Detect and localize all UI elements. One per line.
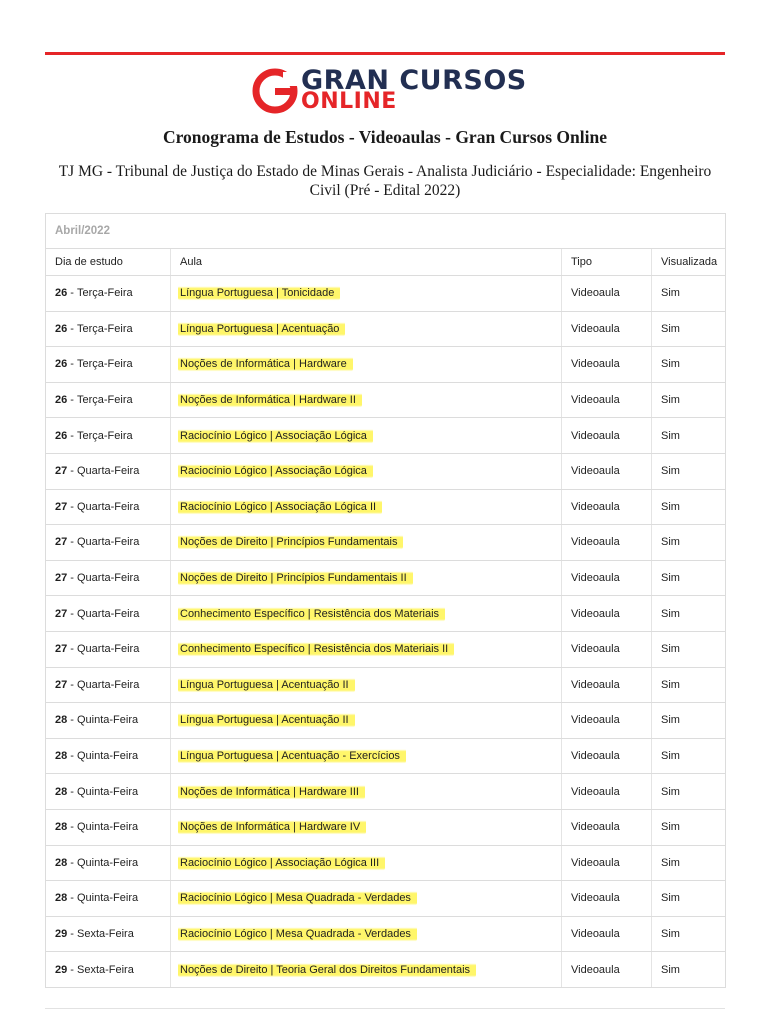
table-row [46,846,725,882]
lesson-title: Noções de Direito | Princípios Fundamentais [178,534,403,550]
day-number: 28 [55,892,68,905]
day-number: 26 [55,429,68,442]
table-row [46,881,725,917]
lesson-cell [170,632,561,667]
lesson-cell [170,952,561,987]
type-cell: Videoaula [561,490,651,525]
day-number: 28 [55,714,68,727]
type-cell: Videoaula [561,810,651,845]
weekday: Terça-Feira [76,429,133,442]
weekday: Sexta-Feira [76,927,134,940]
lesson-title: Noções de Direito | Teoria Geral dos Direitos Fundamentais [178,962,476,978]
day-separator: - [70,322,77,335]
day-number: 27 [55,465,68,478]
table-row [46,632,725,668]
lesson-cell [170,703,561,738]
day-separator: - [70,892,77,905]
lesson-cell [170,418,561,453]
day-separator: - [70,785,77,798]
lesson-title: Noções de Informática | Hardware [178,356,353,372]
weekday: Quarta-Feira [76,536,140,549]
day-separator: - [70,572,77,585]
weekday: Quinta-Feira [76,785,139,798]
day-separator: - [70,750,77,763]
table-row [46,490,725,526]
day-number: 29 [55,963,68,976]
table-row [46,454,725,490]
day-cell [46,952,170,987]
viewed-cell: Sim [651,846,725,881]
day-number: 28 [55,821,68,834]
table-row [46,810,725,846]
lesson-cell [170,881,561,916]
weekday: Terça-Feira [76,287,133,300]
type-cell: Videoaula [561,952,651,987]
table-row [46,525,725,561]
day-number: 26 [55,394,68,407]
lesson-cell [170,917,561,952]
type-cell: Videoaula [561,846,651,881]
day-number: 27 [55,572,68,585]
table-row [46,383,725,419]
table-row [46,418,725,454]
day-separator: - [70,536,77,549]
table-row [46,596,725,632]
lesson-title: Raciocínio Lógico | Associação Lógica II [178,499,382,515]
lesson-cell [170,383,561,418]
brand-logo [252,65,527,116]
header-type: Tipo [561,249,651,275]
weekday: Sexta-Feira [76,963,134,976]
day-number: 27 [55,536,68,549]
month-label: Abril/2022 [46,214,725,249]
day-number: 27 [55,500,68,513]
day-cell [46,276,170,311]
day-cell [46,810,170,845]
header-rule [45,52,725,55]
type-cell: Videoaula [561,703,651,738]
day-separator: - [70,607,77,620]
day-cell [46,490,170,525]
day-cell [46,418,170,453]
weekday: Quinta-Feira [76,750,139,763]
table-row [46,312,725,348]
weekday: Quinta-Feira [76,856,139,869]
type-cell: Videoaula [561,739,651,774]
day-separator: - [70,394,77,407]
weekday: Quinta-Feira [76,892,139,905]
weekday: Quarta-Feira [76,465,140,478]
viewed-cell: Sim [651,383,725,418]
brand-line-2: ONLINE [301,89,397,114]
viewed-cell: Sim [651,952,725,987]
type-cell: Videoaula [561,596,651,631]
lesson-title: Raciocínio Lógico | Mesa Quadrada - Verdades [178,926,417,942]
lesson-cell [170,312,561,347]
type-cell: Videoaula [561,525,651,560]
weekday: Quinta-Feira [76,821,139,834]
lesson-title: Língua Portuguesa | Acentuação - Exercícios [178,748,406,764]
type-cell: Videoaula [561,917,651,952]
lesson-cell [170,774,561,809]
day-separator: - [70,678,77,691]
lesson-title: Língua Portuguesa | Acentuação II [178,677,355,693]
lesson-cell [170,810,561,845]
table-row [46,668,725,704]
day-separator: - [70,287,77,300]
viewed-cell: Sim [651,490,725,525]
weekday: Quinta-Feira [76,714,139,727]
type-cell: Videoaula [561,774,651,809]
day-number: 26 [55,287,68,300]
viewed-cell: Sim [651,418,725,453]
schedule-table [45,213,726,988]
day-number: 29 [55,927,68,940]
type-cell: Videoaula [561,632,651,667]
header-viewed: Visualizada [651,249,725,275]
table-row [46,739,725,775]
day-cell [46,917,170,952]
table-row [46,952,725,988]
lesson-cell [170,454,561,489]
day-separator: - [70,927,77,940]
lesson-title: Língua Portuguesa | Tonicidade [178,285,340,301]
type-cell: Videoaula [561,347,651,382]
weekday: Terça-Feira [76,394,133,407]
viewed-cell: Sim [651,668,725,703]
day-cell [46,312,170,347]
day-number: 27 [55,678,68,691]
day-cell [46,525,170,560]
weekday: Quarta-Feira [76,572,140,585]
viewed-cell: Sim [651,703,725,738]
type-cell: Videoaula [561,668,651,703]
day-number: 28 [55,785,68,798]
table-row [46,774,725,810]
viewed-cell: Sim [651,525,725,560]
weekday: Quarta-Feira [76,678,140,691]
viewed-cell: Sim [651,312,725,347]
day-separator: - [70,358,77,371]
weekday: Quarta-Feira [76,607,140,620]
day-cell [46,846,170,881]
lesson-cell [170,347,561,382]
table-row [46,561,725,597]
day-separator: - [70,856,77,869]
header-day: Dia de estudo [55,256,123,268]
lesson-title: Noções de Informática | Hardware IV [178,819,366,835]
day-number: 28 [55,750,68,763]
table-row [46,703,725,739]
viewed-cell: Sim [651,739,725,774]
type-cell: Videoaula [561,454,651,489]
page-subtitle: TJ MG - Tribunal de Justiça do Estado de Minas Gerais - Analista Judiciário - Especialidade: Engenheiro Civil (Pré - Edital 2022) [58,163,712,199]
viewed-cell: Sim [651,810,725,845]
day-cell [46,881,170,916]
day-number: 27 [55,607,68,620]
day-separator: - [70,821,77,834]
viewed-cell: Sim [651,881,725,916]
viewed-cell: Sim [651,917,725,952]
lesson-title: Raciocínio Lógico | Associação Lógica [178,463,373,479]
weekday: Terça-Feira [76,358,133,371]
type-cell: Videoaula [561,418,651,453]
table-row [46,347,725,383]
type-cell: Videoaula [561,383,651,418]
lesson-title: Língua Portuguesa | Acentuação II [178,712,355,728]
footer-rule [45,1008,725,1009]
lesson-title: Noções de Informática | Hardware II [178,392,362,408]
lesson-title: Conhecimento Específico | Resistência dos Materiais II [178,641,454,657]
lesson-cell [170,525,561,560]
page-title: Cronograma de Estudos - Videoaulas - Gran Cursos Online [162,127,608,147]
viewed-cell: Sim [651,454,725,489]
lesson-title: Raciocínio Lógico | Mesa Quadrada - Verdades [178,890,417,906]
day-separator: - [70,500,77,513]
day-separator: - [70,465,77,478]
viewed-cell: Sim [651,276,725,311]
table-row [46,276,725,312]
table-body [46,276,725,988]
viewed-cell: Sim [651,596,725,631]
lesson-title: Raciocínio Lógico | Associação Lógica III [178,855,385,871]
lesson-cell [170,561,561,596]
header-lesson: Aula [170,249,561,275]
type-cell: Videoaula [561,276,651,311]
day-cell [46,383,170,418]
day-cell [46,632,170,667]
weekday: Quarta-Feira [76,643,140,656]
type-cell: Videoaula [561,881,651,916]
day-cell [46,347,170,382]
g-logo-icon [252,68,298,114]
day-separator: - [70,963,77,976]
table-row [46,917,725,953]
lesson-cell [170,490,561,525]
day-separator: - [70,714,77,727]
day-cell [46,561,170,596]
table-header-row [46,249,725,276]
lesson-title: Conhecimento Específico | Resistência dos Materiais [178,606,445,622]
viewed-cell: Sim [651,774,725,809]
day-number: 27 [55,643,68,656]
type-cell: Videoaula [561,561,651,596]
day-cell [46,774,170,809]
day-separator: - [70,643,77,656]
lesson-title: Língua Portuguesa | Acentuação [178,321,345,337]
lesson-title: Noções de Direito | Princípios Fundamentais II [178,570,413,586]
day-separator: - [70,429,77,442]
lesson-title: Raciocínio Lógico | Associação Lógica [178,428,373,444]
viewed-cell: Sim [651,632,725,667]
lesson-cell [170,276,561,311]
day-number: 28 [55,856,68,869]
day-cell [46,703,170,738]
type-cell: Videoaula [561,312,651,347]
weekday: Terça-Feira [76,322,133,335]
viewed-cell: Sim [651,561,725,596]
day-cell [46,668,170,703]
day-cell [46,739,170,774]
day-cell [46,596,170,631]
weekday: Quarta-Feira [76,500,140,513]
lesson-title: Noções de Informática | Hardware III [178,784,365,800]
lesson-cell [170,668,561,703]
day-number: 26 [55,358,68,371]
brand-line-1: GRAN CURSOS [301,65,527,96]
viewed-cell: Sim [651,347,725,382]
day-cell [46,454,170,489]
day-number: 26 [55,322,68,335]
lesson-cell [170,596,561,631]
lesson-cell [170,846,561,881]
lesson-cell [170,739,561,774]
